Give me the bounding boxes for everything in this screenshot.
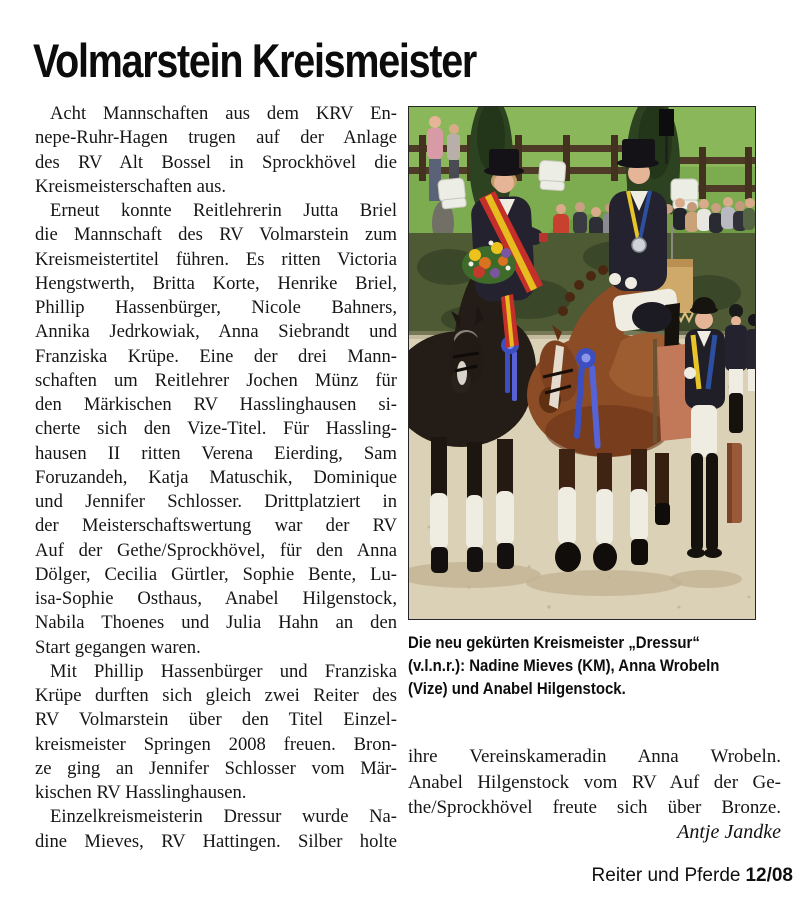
text-line: Nabila Thoenes und Julia Hahn an den <box>35 612 397 634</box>
text-line: Kreismeisterschaften aus. <box>35 175 227 197</box>
photo-caption <box>408 631 760 700</box>
text-line: kischen RV Hasslinghausen. <box>35 782 247 803</box>
text-line: Mit Phillip Hassenbürger und Franziska <box>50 660 397 682</box>
text-line: Start gegangen waren. <box>35 636 201 658</box>
text-line: kreismeister Springen 2008 freuen. Bron- <box>35 733 397 755</box>
text-line: Krüpe durften sich gleich zwei Reiter des <box>35 685 397 706</box>
text-line: Kreismeistertitel führen. Es ritten Victoria <box>35 248 397 270</box>
magazine-name: Reiter und Pferde <box>591 865 741 886</box>
top-hat-right <box>617 139 659 168</box>
text-line: und Jennifer Schlosser. Drittplatziert in <box>35 491 397 512</box>
text-line: Foruzandeh, Katja Matuschik, Dominique <box>35 466 397 488</box>
text-line: Die neu gekürten Kreismeister „Dressur“ <box>408 633 700 652</box>
text-line: Franziska Krüpe. Eine der drei Mann- <box>35 345 397 367</box>
author-byline: Antje Jandke <box>677 821 781 843</box>
text-line: den Märkischen RV Hasslinghausen si- <box>35 394 397 415</box>
text-line: ze ging an Jennifer Schlosser vom Mär- <box>35 757 397 779</box>
text-line: cherte sich den Vize-Titel. Für Hassling- <box>35 418 397 440</box>
text-line: Acht Mannschaften aus dem KRV En- <box>50 103 397 124</box>
magazine-footer <box>592 865 793 887</box>
text-line: Annika Jedrkowiak, Anna Siebrandt und <box>35 321 397 343</box>
article-left-column <box>35 102 397 854</box>
issue-number: 12/08 <box>745 865 793 886</box>
text-line: ihre Vereinskameradin Anna Wrobeln. <box>408 746 781 767</box>
article-photo <box>408 106 756 620</box>
text-line: Auf der Gethe/Sprockhövel, für den Anna <box>35 539 397 561</box>
text-line: (v.l.n.r.): Nadine Mieves (KM), Anna Wrobeln <box>408 656 720 675</box>
text-line: Hengstwerth, Britta Korte, Henrike Briel, <box>35 272 397 294</box>
text-line: schaften um Reitlehrer Jochen Münz für <box>35 369 397 391</box>
text-line: Erneut konnte Reitlehrerin Jutta Briel <box>50 200 397 221</box>
text-line: des RV Alt Bossel in Sprockhövel die <box>35 151 397 173</box>
text-line: (Vize) und Anabel Hilgenstock. <box>408 679 626 698</box>
text-line: dine Mieves, RV Hattingen. Silber holte <box>35 830 397 852</box>
text-line: die Mannschaft des RV Volmarstein zum <box>35 224 397 246</box>
text-line: Phillip Hassenbürger, Nicole Bahners, <box>35 297 397 318</box>
photo-illustration <box>409 107 755 619</box>
article-right-column <box>408 744 781 821</box>
text-line: the/Sprockhövel freute sich über Bronze. <box>408 797 781 818</box>
text-line: Anabel Hilgenstock vom RV Auf der Ge- <box>408 771 781 793</box>
text-line: isa-Sophie Osthaus, Anabel Hilgenstock, <box>35 588 397 609</box>
text-line: Dölger, Cecilia Gürtler, Sophie Bente, Lu- <box>35 563 397 585</box>
text-line: RV Volmarstein über den Titel Einzel- <box>35 709 397 731</box>
article-headline: Volmarstein Kreismeister <box>33 34 477 87</box>
top-hat-left <box>484 149 524 176</box>
text-line: der Meisterschaftswertung war der RV <box>35 515 397 537</box>
text-line: nepe-Ruhr-Hagen trugen auf der Anlage <box>35 127 397 149</box>
text-line: hausen II ritten Verena Eierding, Sam <box>35 442 397 464</box>
text-line: Einzelkreismeisterin Dressur wurde Na- <box>50 806 397 828</box>
wooden-post <box>727 443 742 523</box>
